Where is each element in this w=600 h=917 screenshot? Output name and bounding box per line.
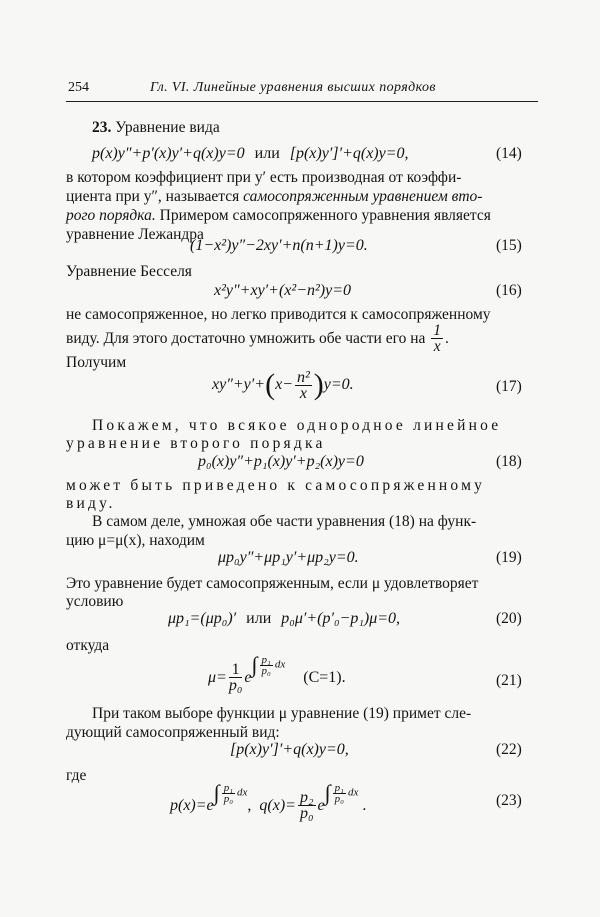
eq23-exp2-num: p₁ — [334, 781, 344, 794]
eq20-right: p₀μ′+(p′₀−p₁)μ=0, — [281, 610, 401, 627]
paragraph-4-line-2: виду. — [66, 495, 116, 512]
eq20-or: или — [246, 610, 272, 627]
eq17-x: x− — [275, 376, 293, 393]
running-title: Гл. VI. Линейные уравнения высших порядков — [150, 80, 436, 95]
equation-21 — [208, 652, 346, 693]
eq21-lhs: μ= — [208, 668, 227, 686]
eq21-exponent — [252, 652, 286, 678]
eq17-frac-den: x — [299, 384, 307, 402]
eq17-number: (17) — [496, 378, 522, 395]
equation-15: (1−x²)y″−2xy′+n(n+1)y=0. — [190, 237, 368, 254]
eq15-number: (15) — [496, 237, 522, 254]
eq17-pre: xy″+y′+ — [212, 376, 266, 393]
eq23-frac-num: p₂ — [299, 789, 314, 807]
p1-l2-italic: самосопряженным уравнением вто- — [243, 188, 483, 205]
eq23-fraction — [298, 790, 316, 821]
p2-fraction — [431, 323, 443, 354]
eq16-number: (16) — [496, 282, 522, 299]
eq21-number: (21) — [496, 672, 522, 689]
eq23-e: e — [317, 796, 325, 814]
eq23-exp1-den: p₀ — [223, 792, 234, 805]
header-rule — [66, 101, 538, 102]
paragraph-4-line-1: может быть приведено к самосопряженному — [66, 477, 486, 494]
eq21-frac-num: 1 — [229, 662, 243, 678]
paragraph-1-line-2 — [66, 187, 482, 206]
paragraph-2-line-2 — [66, 323, 449, 357]
paragraph-5-line-2: цию μ=μ(x), находим — [66, 532, 205, 549]
paragraph-2-line-1: не самосопряженное, но легко приводится к самосопряженному — [66, 306, 491, 323]
eq23-end: . — [362, 796, 367, 814]
paragraph-1-line-1: в котором коэффициент при y′ есть производная от коэффи- — [66, 169, 462, 186]
eq22-number: (22) — [496, 741, 522, 758]
eq17-lparen: ( — [265, 368, 276, 401]
eq14-or: или — [254, 145, 280, 162]
eq23-integral-1: ∫ — [213, 780, 220, 805]
eq21-exp-den: p₀ — [261, 664, 271, 677]
paragraph-1-line-3 — [66, 206, 491, 225]
equation-19: μp₀y″+μp₁y′+μp₂y=0. — [218, 549, 359, 566]
p1-l3-italic: рого порядка. — [66, 207, 156, 224]
paragraph-6-line-2: условию — [66, 593, 124, 610]
eq23-exponent-2 — [325, 780, 359, 806]
p2-l2-text: виду. Для этого достаточно умножить обе части его на — [66, 330, 426, 347]
eq21-fraction — [229, 662, 243, 693]
eq17-post: y=0. — [323, 376, 354, 393]
paragraph-1-line-4: уравнение Лежандра — [66, 226, 204, 243]
paragraph-7-line-2: дующий самосопряженный вид: — [66, 724, 280, 741]
equation-22: [p(x)y′]′+q(x)y=0, — [230, 741, 349, 758]
eq23-p-lhs: p(x)=e — [170, 796, 214, 814]
gde-label: где — [66, 767, 87, 784]
eq21-frac-den: p₀ — [228, 677, 243, 695]
eq14-number: (14) — [496, 145, 522, 162]
equation-16: x²y″+xy′+(x²−n²)y=0 — [214, 282, 352, 299]
p1-l2-normal: циента при y″, называется — [66, 188, 244, 205]
eq23-comma: , — [247, 796, 252, 814]
eq23-exp1-num: p₁ — [223, 781, 234, 794]
eq23-frac-den: p₀ — [299, 805, 314, 823]
p2-frac-num: 1 — [433, 322, 442, 339]
eq23-q-lhs: q(x)= — [259, 796, 296, 814]
equation-14 — [92, 145, 409, 163]
paragraph-2-line-3: Получим — [66, 354, 127, 371]
paragraph-3-line-2: уравнение второго порядка — [66, 435, 326, 452]
eq14-right: [p(x)y′]′+q(x)y=0, — [289, 145, 409, 162]
section-title: Уравнение вида — [115, 119, 220, 136]
paragraph-7-line-1: При таком выборе функции μ уравнение (19) примет сле- — [92, 705, 472, 722]
eq17-rparen: ) — [313, 368, 324, 401]
eq23-exp1-fraction — [222, 783, 235, 804]
eq21-condition: (C=1). — [303, 668, 346, 686]
eq20-left: μp₁=(μp₀)′ — [168, 610, 237, 627]
bessel-label: Уравнение Бесселя — [66, 263, 192, 280]
eq23-exp1-dx: dx — [237, 786, 248, 799]
eq23-exp2-den: p₀ — [334, 792, 344, 805]
eq21-e: e — [244, 668, 252, 686]
p2-dot: . — [445, 330, 449, 347]
eq23-exponent-1 — [214, 780, 248, 806]
otkuda-label: откуда — [66, 637, 110, 654]
eq17-fraction — [295, 370, 312, 401]
equation-17 — [212, 368, 354, 402]
eq18-number: (18) — [496, 453, 522, 470]
equation-23 — [170, 780, 366, 821]
eq17-frac-num: n² — [296, 368, 310, 386]
eq23-integral-2: ∫ — [324, 780, 331, 805]
eq23-exp2-dx: dx — [348, 786, 359, 799]
page-number: 254 — [68, 80, 89, 95]
p2-frac-den: x — [433, 338, 441, 355]
equation-18: p₀(x)y″+p₁(x)y′+p₂(x)y=0 — [198, 453, 364, 470]
section-number: 23. — [92, 119, 112, 136]
section-heading — [92, 118, 220, 137]
eq21-exp-fraction — [260, 655, 273, 676]
eq23-number: (23) — [496, 792, 522, 809]
eq19-number: (19) — [496, 549, 522, 566]
paragraph-3-line-1: Покажем, что всякое однородное линейное — [92, 417, 502, 434]
eq20-number: (20) — [496, 610, 522, 627]
p1-l3-normal: Примером самосопряженного уравнения является — [155, 207, 491, 224]
equation-20 — [168, 610, 400, 628]
eq21-exp-dx: dx — [274, 658, 286, 671]
paragraph-6-line-1: Это уравнение будет самосопряженным, если μ удовлетворяет — [66, 575, 479, 592]
eq14-left: p(x)y″+p′(x)y′+q(x)y=0 — [92, 145, 245, 162]
eq23-exp2-fraction — [333, 783, 346, 804]
eq21-integral: ∫ — [251, 652, 258, 677]
eq21-exp-num: p₁ — [261, 653, 271, 666]
paragraph-5-line-1: В самом деле, умножая обе части уравнения (18) на функ- — [92, 513, 477, 530]
